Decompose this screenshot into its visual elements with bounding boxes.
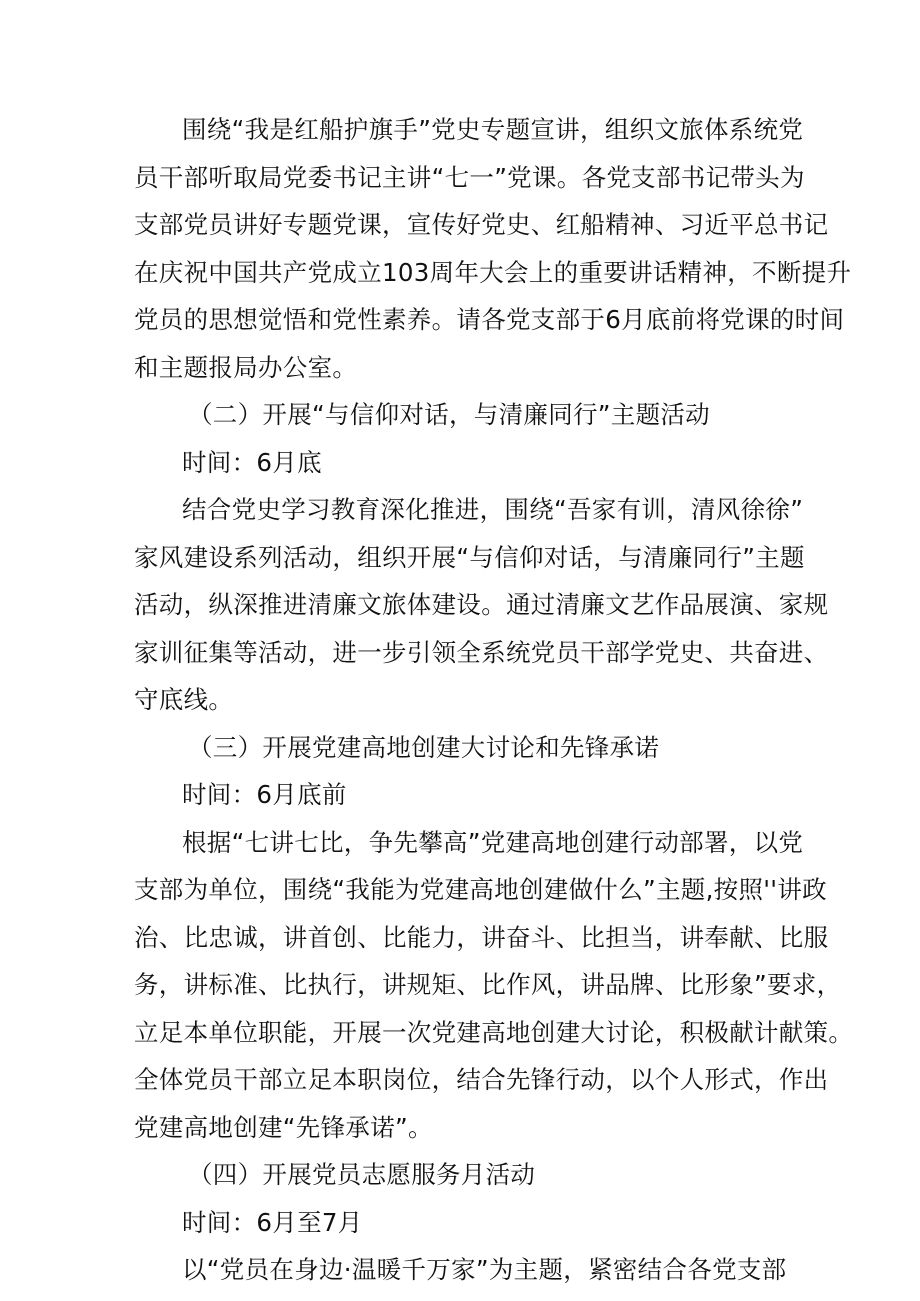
- text-line: 支部党员讲好专题党课，宣传好党史、红船精神、习近平总书记: [134, 210, 829, 239]
- text-line: 立足本单位职能，开展一次党建高地创建大讨论，积极献计献策。: [134, 1017, 854, 1047]
- section-heading: （四）开展党员志愿服务月活动: [188, 1160, 536, 1189]
- text-line: 围绕“我是红船护旗手”党史专题宣讲，组织文旅体系统党: [182, 115, 804, 144]
- text-line: 在庆祝中国共产党成立103周年大会上的重要讲话精神，不断提升: [134, 257, 852, 287]
- text-line: 家训征集等活动，进一步引领全系统党员干部学党史、共奋进、: [134, 637, 829, 667]
- text-line: 和主题报局办公室。: [134, 352, 358, 382]
- section-heading: （三）开展党建高地创建大讨论和先锋承诺: [188, 732, 660, 762]
- text-line: 员干部听取局党委书记主讲“七一”党课。各党支部书记带头为: [134, 162, 805, 192]
- text-line: 支部为单位，围绕“我能为党建高地创建做什么”主题,按照''讲政: [134, 875, 827, 904]
- text-line: 活动，纵深推进清廉文旅体建设。通过清廉文艺作品展演、家规: [134, 590, 829, 619]
- text-line: 以“党员在身边·温暖千万家”为主题，紧密结合各党支部: [182, 1255, 787, 1284]
- section-heading: （二）开展“与信仰对话，与清廉同行”主题活动: [188, 400, 710, 429]
- text-line: 根据“七讲七比，争先攀高”党建高地创建行动部署，以党: [182, 827, 804, 857]
- time-line: 时间：6月底前: [182, 780, 347, 809]
- text-line: 务，讲标准、比执行，讲规矩、比作风，讲品牌、比形象”要求，: [134, 970, 842, 999]
- text-line: 党建高地创建“先锋承诺”。: [134, 1112, 433, 1142]
- text-line: 结合党史学习教育深化推进，围绕“吾家有训，清风徐徐”: [182, 495, 804, 524]
- text-line: 家风建设系列活动，组织开展“与信仰对话，与清廉同行”主题: [134, 542, 805, 572]
- text-line: 全体党员干部立足本职岗位，结合先锋行动，以个人形式，作出: [134, 1065, 829, 1094]
- time-line: 时间：6月至7月: [182, 1207, 363, 1237]
- text-line: 治、比忠诚，讲首创、比能力，讲奋斗、比担当，讲奉献、比服: [134, 922, 829, 952]
- text-line: 守底线。: [134, 685, 234, 714]
- document-body: [134, 106, 854, 1294]
- time-line: 时间：6月底: [182, 447, 322, 477]
- text-line: 党员的思想觉悟和党性素养。请各党支部于6月底前将党课的时间: [134, 305, 845, 334]
